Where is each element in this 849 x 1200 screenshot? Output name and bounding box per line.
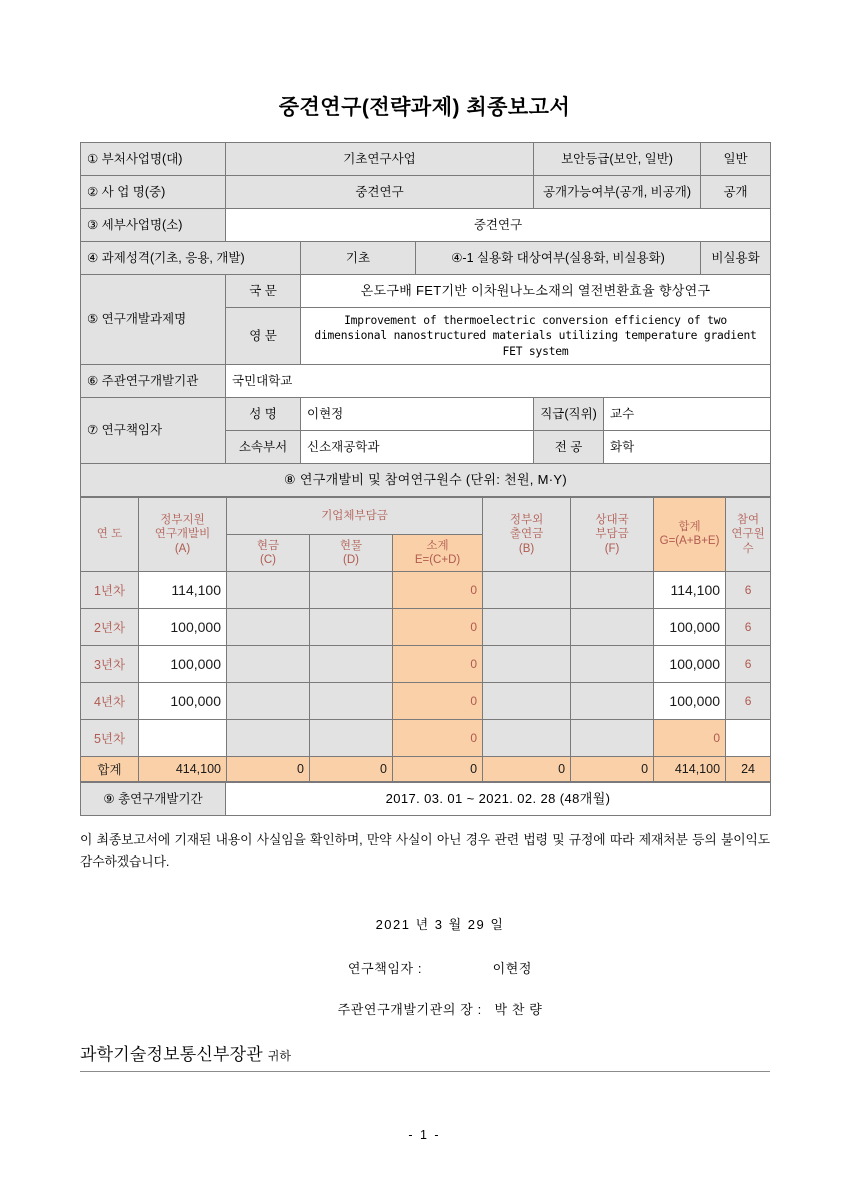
addressee-line — [80, 1040, 770, 1065]
value-disclosure: 공개 — [701, 176, 771, 209]
budget-row-gov-funding: 114,100 — [139, 571, 227, 608]
value-security-grade: 일반 — [701, 143, 771, 176]
budget-row-partner — [571, 608, 654, 645]
budget-row-year: 2년차 — [81, 608, 139, 645]
table-row — [81, 571, 771, 608]
budget-row-cash — [227, 571, 310, 608]
value-research-period: 2017. 03. 01 ~ 2021. 02. 28 (48개월) — [226, 782, 771, 815]
table-row-program-name — [81, 176, 771, 209]
budget-row-researchers: 6 — [726, 608, 771, 645]
budget-row-total: 100,000 — [654, 682, 726, 719]
budget-row-inkind — [310, 719, 393, 756]
budget-row-total: 100,000 — [654, 608, 726, 645]
budget-total-nongov: 0 — [483, 756, 571, 781]
gov-funding-line3: (A) — [174, 542, 191, 555]
signature-org-head-label: 주관연구개발기관의 장 : — [337, 1001, 482, 1017]
research-period-table — [80, 782, 771, 816]
signature-org-head-line — [80, 999, 770, 1018]
label-pi-name: 성 명 — [226, 397, 301, 430]
value-pi-major: 화학 — [604, 430, 771, 463]
budget-row-nongov — [483, 608, 571, 645]
inkind-line2: (D) — [343, 553, 359, 566]
budget-row-nongov — [483, 682, 571, 719]
budget-header-total — [654, 497, 726, 571]
bottom-divider — [80, 1071, 770, 1072]
nongov-line3: (B) — [518, 542, 535, 555]
table-row-project-character — [81, 242, 771, 275]
researchers-line1: 참여 — [736, 513, 760, 526]
value-pi-name: 이현정 — [301, 397, 534, 430]
budget-row-subtotal: 0 — [393, 682, 483, 719]
label-research-period: ⑨ 총연구개발기간 — [81, 782, 226, 815]
budget-row-partner — [571, 571, 654, 608]
table-row-detail-program — [81, 209, 771, 242]
nongov-line2: 출연금 — [509, 528, 544, 541]
budget-total-row — [81, 756, 771, 781]
value-detail-program: 중견연구 — [226, 209, 771, 242]
budget-row-subtotal: 0 — [393, 645, 483, 682]
label-program-name: ② 사 업 명(중) — [81, 176, 226, 209]
table-row-budget-section-title — [81, 463, 771, 496]
budget-row-total: 0 — [654, 719, 726, 756]
gov-funding-line1: 정부지원 — [160, 513, 205, 526]
budget-row-partner — [571, 645, 654, 682]
table-row-ministry-program — [81, 143, 771, 176]
subtotal-line1: 소계 — [426, 539, 449, 552]
table-row — [81, 645, 771, 682]
project-info-table — [80, 142, 771, 497]
researchers-line2: 연구원수 — [731, 528, 765, 555]
label-pi-position: 직급(직위) — [534, 397, 604, 430]
table-row-project-title-korean — [81, 275, 771, 308]
budget-row-year: 5년차 — [81, 719, 139, 756]
label-english: 영 문 — [226, 308, 301, 365]
label-principal-investigator: ⑦ 연구책임자 — [81, 397, 226, 463]
signature-pi-name: 이현정 — [492, 960, 533, 976]
label-project-character: ④ 과제성격(기초, 응용, 개발) — [81, 242, 301, 275]
budget-row-gov-funding — [139, 719, 227, 756]
table-row — [81, 719, 771, 756]
budget-row-partner — [571, 719, 654, 756]
budget-row-cash — [227, 608, 310, 645]
budget-row-subtotal: 0 — [393, 719, 483, 756]
table-row — [81, 682, 771, 719]
label-project-title: ⑤ 연구개발과제명 — [81, 275, 226, 365]
budget-row-subtotal: 0 — [393, 608, 483, 645]
label-commercialization: ④-1 실용화 대상여부(실용화, 비실용화) — [416, 242, 701, 275]
budget-header-year: 연 도 — [81, 497, 139, 571]
label-pi-department: 소속부서 — [226, 430, 301, 463]
budget-header-company-group: 기업체부담금 — [227, 497, 483, 534]
budget-total-subtotal: 0 — [393, 756, 483, 781]
budget-row-researchers: 6 — [726, 571, 771, 608]
budget-row-gov-funding: 100,000 — [139, 608, 227, 645]
subtotal-line2: E=(C+D) — [414, 553, 461, 566]
budget-header-inkind — [310, 534, 393, 571]
value-pi-department: 신소재공학과 — [301, 430, 534, 463]
cash-line1: 현금 — [256, 539, 280, 552]
total-line2: G=(A+B+E) — [659, 535, 720, 548]
budget-row-inkind — [310, 571, 393, 608]
budget-total-grand: 414,100 — [654, 756, 726, 781]
budget-row-gov-funding: 100,000 — [139, 645, 227, 682]
budget-total-gov-funding: 414,100 — [139, 756, 227, 781]
budget-header-partner — [571, 497, 654, 571]
partner-line2: 부담금 — [595, 528, 629, 541]
value-program-name: 중견연구 — [226, 176, 534, 209]
signature-date: 2021 년 3 월 29 일 — [375, 916, 505, 932]
budget-total-researchers: 24 — [726, 756, 771, 781]
label-disclosure: 공개가능여부(공개, 비공개) — [534, 176, 701, 209]
gov-funding-line2: 연구개발비 — [154, 528, 211, 541]
page-number: - 1 - — [408, 1128, 441, 1142]
budget-header-row-1 — [81, 497, 771, 534]
signature-block — [80, 914, 770, 1018]
budget-row-subtotal: 0 — [393, 571, 483, 608]
budget-row-gov-funding: 100,000 — [139, 682, 227, 719]
budget-header-cash — [227, 534, 310, 571]
addressee-name: 과학기술정보통신부장관 — [80, 1044, 263, 1064]
value-english-title: Improvement of thermoelectric conversion efficiency of two dimensional nanostructured materials utilizing temperature gradient FET system — [301, 308, 771, 365]
budget-row-partner — [571, 682, 654, 719]
value-project-character: 기초 — [301, 242, 416, 275]
budget-row-year: 1년차 — [81, 571, 139, 608]
budget-row-total: 114,100 — [654, 571, 726, 608]
nongov-line1: 정부외 — [509, 513, 544, 526]
budget-row-researchers — [726, 719, 771, 756]
budget-row-nongov — [483, 719, 571, 756]
value-host-institution: 국민대학교 — [226, 364, 771, 397]
budget-row-cash — [227, 682, 310, 719]
value-commercialization: 비실용화 — [701, 242, 771, 275]
signature-org-head-name: 박 찬 량 — [494, 1001, 543, 1017]
signature-pi-label: 연구책임자 : — [347, 960, 423, 976]
budget-header-subtotal — [393, 534, 483, 571]
budget-row-nongov — [483, 645, 571, 682]
budget-header-nongov — [483, 497, 571, 571]
budget-section-title: ⑧ 연구개발비 및 참여연구원수 (단위: 천원, M·Y) — [81, 463, 771, 496]
budget-total-inkind: 0 — [310, 756, 393, 781]
budget-row-researchers: 6 — [726, 645, 771, 682]
budget-total-label: 합계 — [81, 756, 139, 781]
page-title: 중견연구(전략과제) 최종보고서 — [278, 96, 571, 119]
cash-line2: (C) — [260, 553, 276, 566]
partner-line3: (F) — [604, 542, 620, 555]
value-pi-position: 교수 — [604, 397, 771, 430]
budget-table — [80, 497, 771, 782]
budget-row-year: 3년차 — [81, 645, 139, 682]
budget-row-inkind — [310, 608, 393, 645]
budget-row-cash — [227, 645, 310, 682]
table-row-host-institution — [81, 364, 771, 397]
label-security-grade: 보안등급(보안, 일반) — [534, 143, 701, 176]
budget-row-researchers: 6 — [726, 682, 771, 719]
table-row — [81, 608, 771, 645]
partner-line1: 상대국 — [595, 513, 629, 526]
budget-total-cash: 0 — [227, 756, 310, 781]
label-host-institution: ⑥ 주관연구개발기관 — [81, 364, 226, 397]
budget-row-total: 100,000 — [654, 645, 726, 682]
value-ministry-program: 기초연구사업 — [226, 143, 534, 176]
declaration-text: 이 최종보고서에 기재된 내용이 사실임을 확인하며, 만약 사실이 아닌 경우 관련 법령 및 규정에 따라 제재처분 등의 불이익도 감수하겠습니다. — [80, 831, 770, 870]
label-korean: 국 문 — [226, 275, 301, 308]
label-detail-program: ③ 세부사업명(소) — [81, 209, 226, 242]
value-korean-title: 온도구배 FET기반 이차원나노소재의 열전변환효율 향상연구 — [301, 275, 771, 308]
budget-row-year: 4년차 — [81, 682, 139, 719]
budget-total-partner: 0 — [571, 756, 654, 781]
budget-header-researchers — [726, 497, 771, 571]
budget-row-nongov — [483, 571, 571, 608]
budget-header-gov-funding — [139, 497, 227, 571]
budget-row-inkind — [310, 645, 393, 682]
table-row-pi-name — [81, 397, 771, 430]
budget-row-inkind — [310, 682, 393, 719]
label-pi-major: 전 공 — [534, 430, 604, 463]
signature-pi-line — [80, 958, 770, 977]
inkind-line1: 현물 — [339, 539, 363, 552]
table-row-research-period — [81, 782, 771, 815]
label-ministry-program: ① 부처사업명(대) — [81, 143, 226, 176]
addressee-suffix: 귀하 — [267, 1048, 291, 1063]
total-line1: 합계 — [678, 521, 701, 534]
budget-row-cash — [227, 719, 310, 756]
